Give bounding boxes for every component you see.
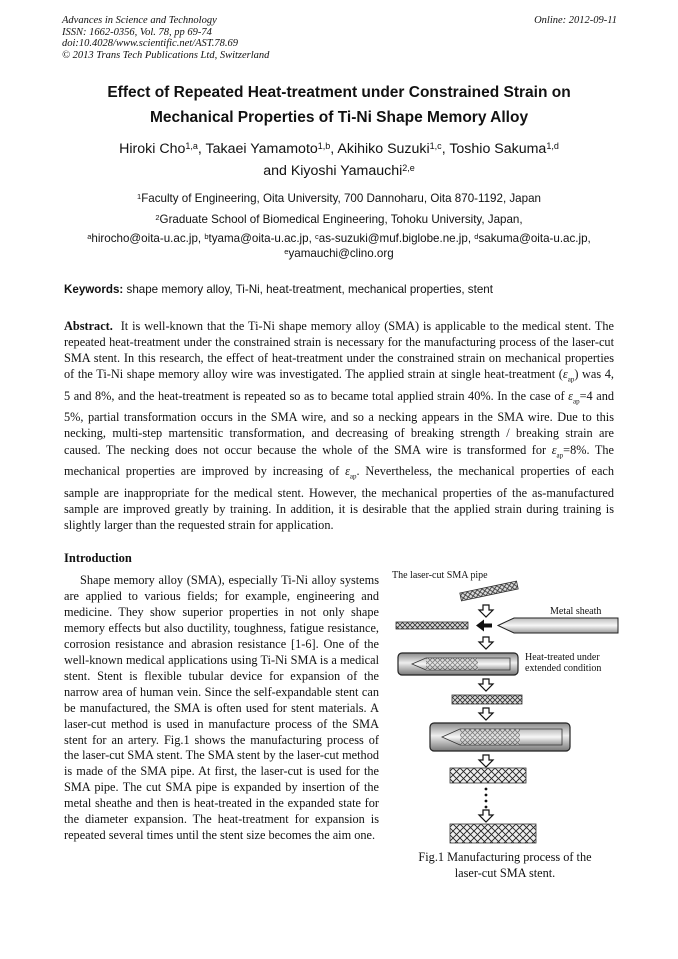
- author-affil-mark: 1,c: [429, 141, 442, 151]
- down-arrow-icon: [479, 810, 493, 822]
- down-arrow-icon: [479, 605, 493, 617]
- author-affil-mark: 2,e: [402, 163, 415, 173]
- expanded-pipe: [452, 695, 522, 704]
- email-link[interactable]: hirocho@oita-u.ac.jp,: [91, 232, 202, 245]
- figure-caption: Fig.1 Manufacturing process of the laser-cut SMA stent.: [418, 850, 592, 880]
- email-link[interactable]: yamauchi@clino.org: [288, 246, 394, 260]
- keywords-label: Keywords:: [64, 283, 124, 296]
- epsilon-symbol: $\varepsilon_{ap}$: [551, 442, 564, 460]
- title-line-1: Effect of Repeated Heat-treatment under Constrained Strain on: [107, 84, 571, 101]
- final-stent: [450, 824, 536, 843]
- sma-pipe: [460, 581, 518, 601]
- metal-sheath: [498, 618, 618, 633]
- journal-header: [62, 15, 617, 61]
- down-arrow-icon: [479, 708, 493, 720]
- author-name: Hiroki Cho: [119, 141, 186, 157]
- author-name: Toshio Sakuma: [449, 141, 547, 157]
- sheath-label: Metal sheath: [550, 606, 602, 617]
- keywords-text: shape memory alloy, Ti-Ni, heat-treatment, mechanical properties, stent: [126, 283, 493, 296]
- email-link[interactable]: tyama@oita-u.ac.jp,: [208, 232, 312, 245]
- author-affil-mark: 1,b: [317, 141, 331, 151]
- author-affil-mark: 1,d: [546, 141, 559, 151]
- abstract: Abstract. It is well-known that the Ti-Ni shape memory alloy (SMA) is applicable to the medical stent. The repeated heat-treatment under the constrained strain is necessary for the manufacturing process of the laser-cut SMA stent. In this research, the effect of heat-treatment under the constrained strain on mechanical properties of the Ti-Ni shape memory alloy wire was investigated. The applied strain at single heat-treatment $(\varepsilon_{ap})$ was 4, 5 and 8%, and the heat-treatment is repeated so as to became total applied strain 40%. In the case of $\varepsilon_{ap}=4$ and 5%, partial transformation occurs in the SMA wire, and so a necking appears in the SMA wire. Due to this necking, multi-step martensitic transformation, and decreasing of breaking strength / breaking strain are caused. The necking does not occur because the whole of the SMA wire is transformed for $\varepsilon_{ap}=8\%$. The mechanical properties are improved by increasing of $\varepsilon_{ap}$. Nevertheless, the mechanical properties of each sample are inappropriate for the medical stent. However, the mechanical properties of the as-manufactured sample are improved greatly by training. In addition, it is desirable that the applied strain during training is slightly larger than the requested strain for application.: [64, 319, 615, 532]
- down-arrow-icon: [479, 679, 493, 691]
- affiliation-line: $^1$Faculty of Engineering, Oita University, 700 Dannoharu, Oita 870-1192, Japan: [137, 192, 541, 205]
- sma-pipe-flat: [396, 622, 468, 629]
- title-line-2: Mechanical Properties of Ti-Ni Shape Memory Alloy: [149, 109, 529, 126]
- epsilon-symbol: $\varepsilon_{ap}$: [345, 464, 357, 481]
- email-link[interactable]: sakuma@oita-u.ac.jp,: [478, 232, 591, 245]
- pipe-label: The laser-cut SMA pipe: [392, 570, 488, 581]
- author-name: Kiyoshi Yamauchi: [290, 163, 403, 179]
- email-link[interactable]: as-suzuki@muf.biglobe.ne.jp,: [318, 232, 472, 245]
- doi-line: doi:10.4028/www.scientific.net/AST.78.69: [62, 38, 239, 50]
- down-arrow-icon: [479, 637, 493, 649]
- author-affil-mark: 1,a: [185, 141, 198, 151]
- continuation-dots: [485, 788, 488, 809]
- author-name: Takaei Yamamoto: [205, 141, 318, 157]
- author-list: Hiroki Cho$^{1,a}$, Takaei Yamamoto$^{1,b}$, Akihiko Suzuki$^{1,c}$, Toshio Sakuma$^{1,d}$ and Kiyoshi Yamauchi$^{2,e}$: [119, 141, 559, 179]
- heat-label-line-2: extended condition: [525, 663, 602, 674]
- epsilon-symbol: $\varepsilon_{ap}$: [562, 367, 575, 384]
- expanded-pipe: [450, 768, 526, 783]
- section-heading: Introduction: [64, 551, 132, 565]
- heat-treatment-unit: [430, 723, 570, 751]
- left-arrow-icon: [476, 620, 492, 632]
- heat-label-line-1: Heat-treated under: [525, 652, 600, 663]
- issn-line: ISSN: 1662-0356, Vol. 78, pp 69-74: [62, 26, 212, 38]
- abstract-label: Abstract.: [64, 319, 113, 333]
- figure-1: [390, 565, 620, 845]
- epsilon-symbol: $\varepsilon_{ap}$: [568, 388, 580, 406]
- affiliations: [30, 188, 648, 230]
- keywords: [64, 283, 624, 296]
- email-list: $^a$hirocho@oita-u.ac.jp, $^b$tyama@oita-u.ac.jp, $^c$as-suzuki@muf.biglobe.ne.jp, $^d$sakuma@oita-u.ac.jp, $^e$yamauchi@clino.org: [87, 232, 591, 260]
- down-arrow-icon: [479, 755, 493, 767]
- paper-title: [30, 80, 648, 130]
- affiliation-line: $^2$Graduate School of Biomedical Engineering, Tohoku University, Japan,: [155, 213, 523, 226]
- online-date: Online: 2012-09-11: [534, 15, 617, 26]
- journal-name: Advances in Science and Technology: [62, 15, 217, 26]
- heat-treatment-unit: [398, 653, 518, 675]
- author-name: Akihiko Suzuki: [337, 141, 430, 157]
- introduction-text: Shape memory alloy (SMA), especially Ti-Ni alloy systems are applied to various fields; for example, engineering and medicine. They show superior properties in not only shape memory effects but also ductility, toughness, fatigue resistance, corrosion resistance and abrasion resistance [1-6]. One of the well-known medical applications using Ti-Ni SMA is a medical stent. Stent is flexible tubular device for expansion of the narrow area of human vein. Since the self-expandable stent can be manufactured, the SMA is often used for stent materials. A laser-cut method is used in manufacture process of the SMA stent for an artery. Fig.1 shows the manufacturing process of the laser-cut SMA stent. The SMA stent by the laser-cut method is made of the SMA pipe. At first, the laser-cut is used for the SMA pipe. The cut SMA pipe is expanded by insertion of the metal sheathe and then is heat-treated in the expanded state for the diameter expansion. The heat-treatment for expansion is repeated several times until the stent size becomes the aim one.: [64, 573, 379, 843]
- copyright-line: © 2013 Trans Tech Publications Ltd, Switzerland: [62, 49, 270, 61]
